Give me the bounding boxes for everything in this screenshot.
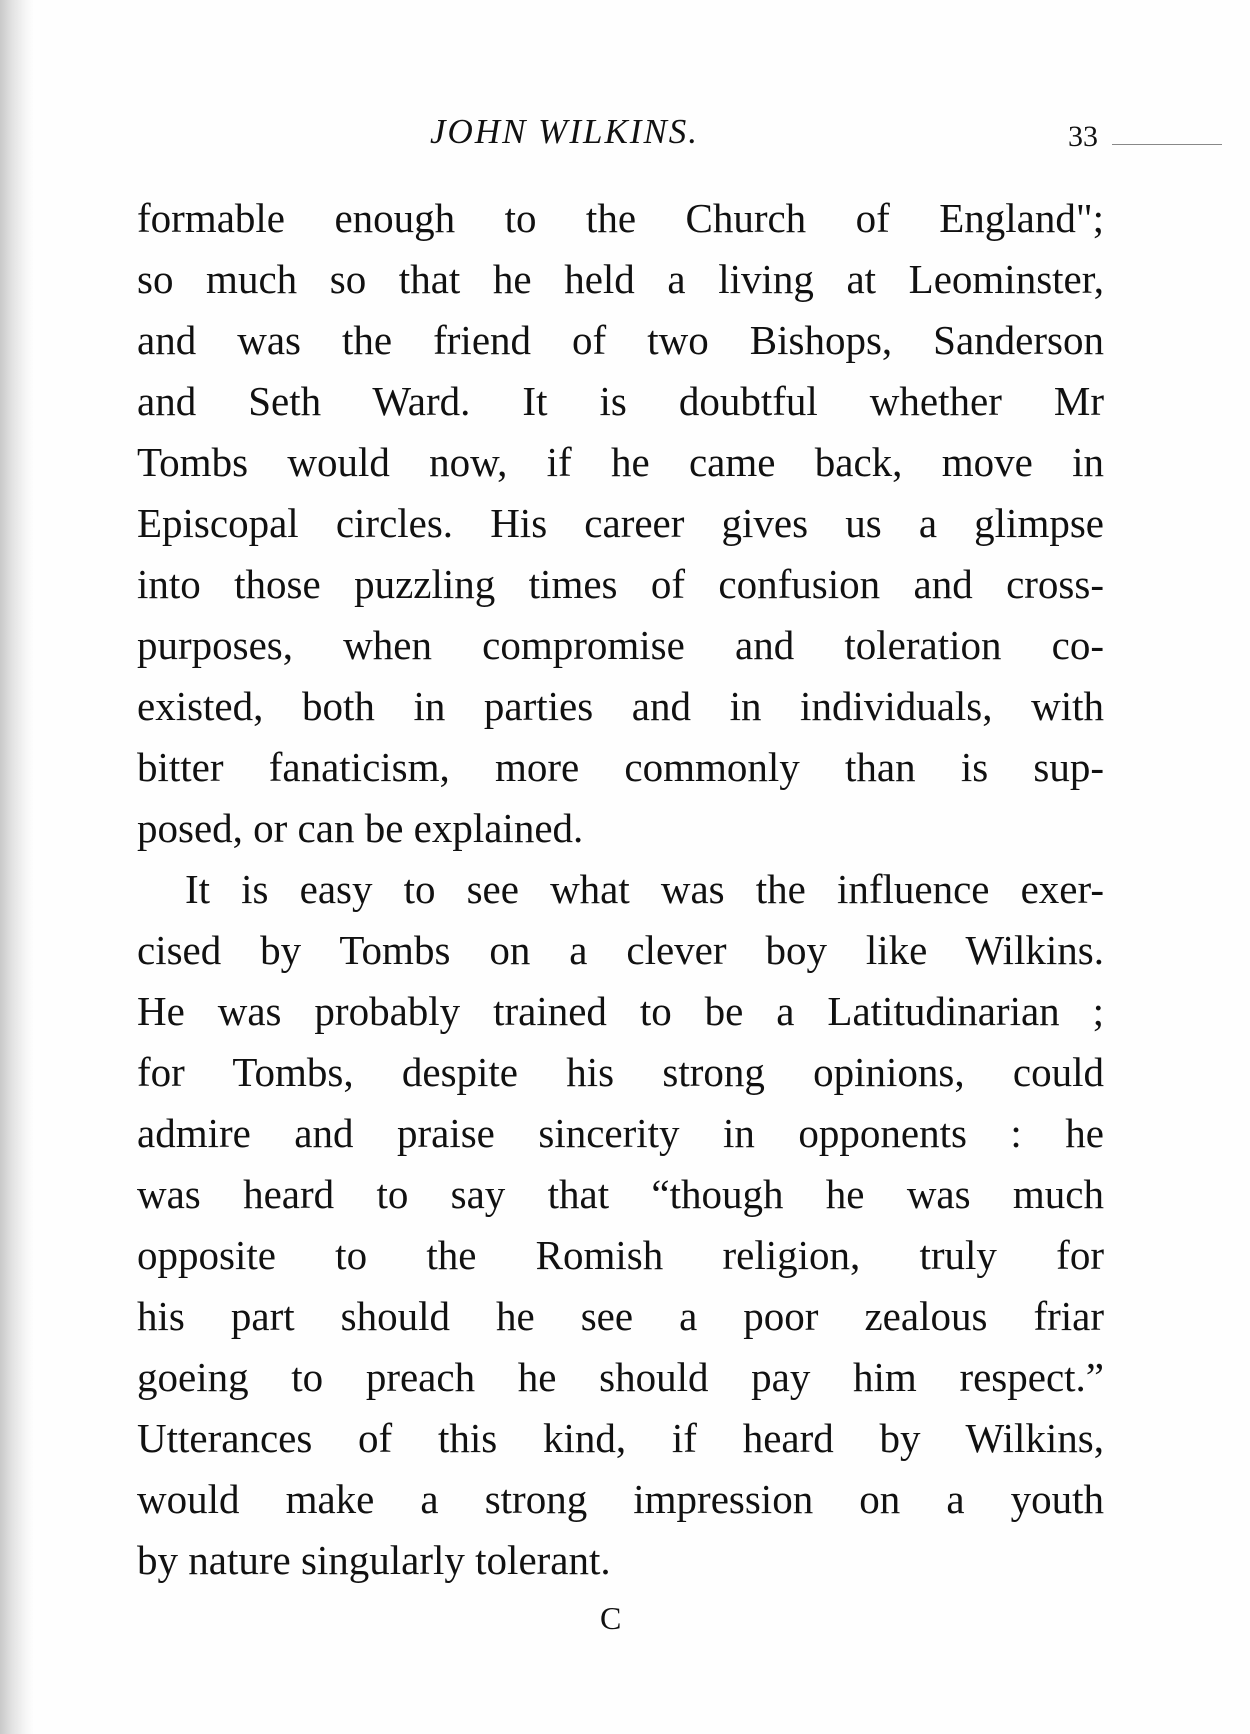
text-line: and Seth Ward. It is doubtful whether Mr [137, 378, 1104, 424]
text-line: by nature singularly tolerant. [137, 1537, 611, 1583]
text-line: and was the friend of two Bishops, Sanderson [137, 317, 1104, 363]
text-line: He was probably trained to be a Latitudinarian ; [137, 988, 1104, 1034]
text-line: It is easy to see what was the influence exer- [185, 866, 1104, 912]
running-title: JOHN WILKINS. [430, 112, 700, 151]
text-line: so much so that he held a living at Leominster, [137, 256, 1104, 302]
text-line: opposite to the Romish religion, truly for [137, 1232, 1104, 1278]
text-line: purposes, when compromise and toleration co- [137, 622, 1104, 668]
text-line: existed, both in parties and in individuals, with [137, 683, 1104, 729]
text-line: Episcopal circles. His career gives us a glimpse [137, 500, 1104, 546]
text-line: would make a strong impression on a youth [137, 1476, 1104, 1522]
text-line: posed, or can be explained. [137, 805, 584, 851]
header-rule [1112, 144, 1222, 145]
text-line: cised by Tombs on a clever boy like Wilkins. [137, 927, 1104, 973]
text-line: his part should he see a poor zealous friar [137, 1293, 1104, 1339]
paragraph-1 [137, 188, 1104, 859]
body-text [137, 188, 1104, 1591]
page-number: 33 [1068, 120, 1098, 153]
paragraph-2 [137, 859, 1104, 1591]
text-line: formable enough to the Church of England"; [137, 195, 1104, 241]
text-line: goeing to preach he should pay him respect.” [137, 1354, 1104, 1400]
text-line: bitter fanaticism, more commonly than is sup- [137, 744, 1104, 790]
signature-mark: C [600, 1600, 622, 1636]
text-line: Tombs would now, if he came back, move in [137, 439, 1104, 485]
text-line: for Tombs, despite his strong opinions, could [137, 1049, 1104, 1095]
page-gutter-shadow [0, 0, 34, 1734]
text-line: was heard to say that “though he was much [137, 1171, 1104, 1217]
running-head [0, 110, 1250, 160]
text-line: Utterances of this kind, if heard by Wilkins, [137, 1415, 1104, 1461]
text-line: into those puzzling times of confusion and cross- [137, 561, 1104, 607]
text-line: admire and praise sincerity in opponents : he [137, 1110, 1104, 1156]
